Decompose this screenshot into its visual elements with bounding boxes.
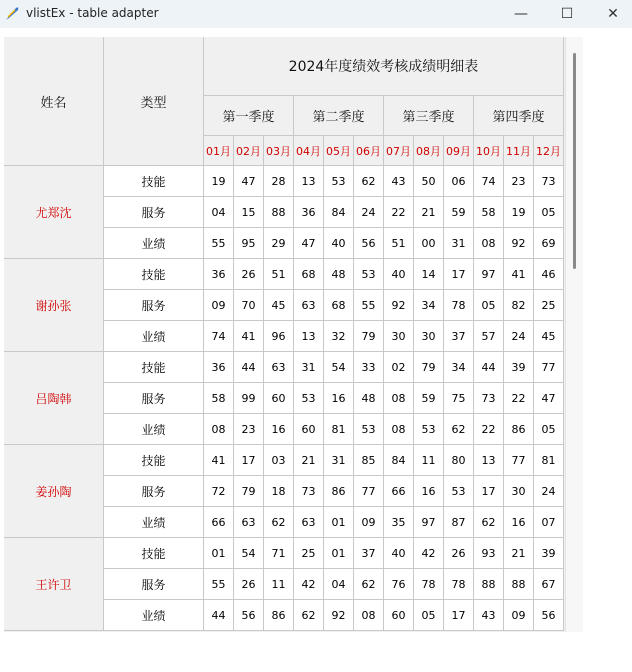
close-button[interactable] <box>590 0 632 28</box>
person-name[interactable]: 吕陶韩 <box>4 352 104 445</box>
score-cell[interactable]: 77 <box>354 476 384 507</box>
header-month: 10月 <box>474 136 504 166</box>
score-type: 业绩 <box>104 228 204 259</box>
score-cell[interactable]: 03 <box>264 445 294 476</box>
score-cell[interactable]: 63 <box>294 507 324 538</box>
score-cell[interactable]: 30 <box>414 321 444 352</box>
score-cell[interactable]: 31 <box>324 445 354 476</box>
score-cell[interactable]: 08 <box>384 383 414 414</box>
score-cell[interactable]: 44 <box>474 352 504 383</box>
score-type: 业绩 <box>104 600 204 631</box>
score-cell[interactable]: 42 <box>414 538 444 569</box>
score-cell[interactable]: 23 <box>504 166 534 197</box>
score-cell[interactable]: 36 <box>204 259 234 290</box>
score-cell[interactable]: 01 <box>204 538 234 569</box>
header-month: 04月 <box>294 136 324 166</box>
score-cell[interactable]: 78 <box>444 569 474 600</box>
score-cell[interactable]: 51 <box>384 228 414 259</box>
score-cell[interactable]: 16 <box>504 507 534 538</box>
client-area <box>0 28 632 672</box>
person-name[interactable]: 王许卫 <box>4 538 104 631</box>
score-cell[interactable]: 28 <box>264 166 294 197</box>
score-cell[interactable]: 41 <box>234 321 264 352</box>
header-month: 06月 <box>354 136 384 166</box>
score-cell[interactable]: 60 <box>294 414 324 445</box>
score-cell[interactable]: 02 <box>384 352 414 383</box>
score-cell[interactable]: 09 <box>354 507 384 538</box>
score-cell[interactable]: 58 <box>204 383 234 414</box>
score-cell[interactable]: 85 <box>354 445 384 476</box>
score-cell[interactable]: 36 <box>294 197 324 228</box>
score-cell[interactable]: 21 <box>504 538 534 569</box>
score-cell[interactable]: 34 <box>444 352 474 383</box>
score-cell[interactable]: 11 <box>414 445 444 476</box>
score-cell[interactable]: 62 <box>474 507 504 538</box>
header-quarter: 第四季度 <box>474 96 564 136</box>
score-cell[interactable]: 78 <box>444 290 474 321</box>
header-month: 08月 <box>414 136 444 166</box>
score-cell[interactable]: 59 <box>414 383 444 414</box>
score-cell[interactable]: 79 <box>234 476 264 507</box>
maximize-icon: ☐ <box>560 6 574 22</box>
score-cell[interactable]: 37 <box>444 321 474 352</box>
header-quarter: 第二季度 <box>294 96 384 136</box>
score-cell[interactable]: 15 <box>234 197 264 228</box>
score-cell[interactable]: 47 <box>534 383 564 414</box>
score-cell[interactable]: 82 <box>504 290 534 321</box>
score-cell[interactable]: 31 <box>444 228 474 259</box>
score-cell[interactable]: 62 <box>444 414 474 445</box>
score-cell[interactable]: 63 <box>264 352 294 383</box>
header-quarter: 第一季度 <box>204 96 294 136</box>
score-cell[interactable]: 53 <box>354 259 384 290</box>
score-cell[interactable]: 26 <box>234 259 264 290</box>
score-cell[interactable]: 21 <box>294 445 324 476</box>
score-cell[interactable]: 69 <box>534 228 564 259</box>
score-cell[interactable]: 04 <box>204 197 234 228</box>
vertical-scrollbar[interactable] <box>565 37 583 632</box>
score-cell[interactable]: 87 <box>444 507 474 538</box>
score-cell[interactable]: 25 <box>294 538 324 569</box>
score-cell[interactable]: 77 <box>534 352 564 383</box>
score-cell[interactable]: 36 <box>204 352 234 383</box>
app-feather-icon <box>4 5 20 21</box>
score-cell[interactable]: 53 <box>354 414 384 445</box>
score-cell[interactable]: 80 <box>444 445 474 476</box>
score-cell[interactable]: 01 <box>324 507 354 538</box>
score-cell[interactable]: 19 <box>504 197 534 228</box>
score-cell[interactable]: 79 <box>354 321 384 352</box>
score-cell[interactable]: 13 <box>474 445 504 476</box>
score-type: 服务 <box>104 383 204 414</box>
score-cell[interactable]: 77 <box>504 445 534 476</box>
score-cell[interactable]: 14 <box>414 259 444 290</box>
score-cell[interactable]: 29 <box>264 228 294 259</box>
score-cell[interactable]: 68 <box>294 259 324 290</box>
score-cell[interactable]: 32 <box>324 321 354 352</box>
score-cell[interactable]: 40 <box>324 228 354 259</box>
header-month: 09月 <box>444 136 474 166</box>
score-cell[interactable]: 53 <box>324 166 354 197</box>
score-cell[interactable]: 68 <box>324 290 354 321</box>
score-cell[interactable]: 31 <box>294 352 324 383</box>
score-cell[interactable]: 43 <box>474 600 504 631</box>
table-title: 2024年度绩效考核成绩明细表 <box>204 37 564 96</box>
score-cell[interactable]: 04 <box>324 569 354 600</box>
score-cell[interactable]: 22 <box>384 197 414 228</box>
score-cell[interactable]: 48 <box>354 383 384 414</box>
score-cell[interactable]: 40 <box>384 259 414 290</box>
score-cell[interactable]: 55 <box>204 569 234 600</box>
score-cell[interactable]: 62 <box>294 600 324 631</box>
score-cell[interactable]: 30 <box>384 321 414 352</box>
header-name: 姓名 <box>4 37 104 166</box>
header-type: 类型 <box>104 37 204 166</box>
score-cell[interactable]: 13 <box>294 321 324 352</box>
performance-table[interactable] <box>4 37 582 632</box>
score-cell[interactable]: 73 <box>474 383 504 414</box>
score-cell[interactable]: 51 <box>264 259 294 290</box>
score-cell[interactable]: 56 <box>234 600 264 631</box>
score-cell[interactable]: 57 <box>474 321 504 352</box>
score-cell[interactable]: 05 <box>474 290 504 321</box>
score-cell[interactable]: 42 <box>294 569 324 600</box>
window-title: vlistEx - table adapter <box>26 6 159 20</box>
score-cell[interactable]: 16 <box>324 383 354 414</box>
score-type: 服务 <box>104 569 204 600</box>
score-cell[interactable]: 09 <box>504 600 534 631</box>
score-cell[interactable]: 63 <box>234 507 264 538</box>
score-cell[interactable]: 54 <box>324 352 354 383</box>
score-cell[interactable]: 81 <box>324 414 354 445</box>
score-cell[interactable]: 45 <box>264 290 294 321</box>
score-cell[interactable]: 25 <box>534 290 564 321</box>
header-quarter: 第三季度 <box>384 96 474 136</box>
score-cell[interactable]: 47 <box>234 166 264 197</box>
score-cell[interactable]: 74 <box>204 321 234 352</box>
score-cell[interactable]: 54 <box>234 538 264 569</box>
score-cell[interactable]: 23 <box>234 414 264 445</box>
score-cell[interactable]: 17 <box>444 259 474 290</box>
score-cell[interactable]: 73 <box>534 166 564 197</box>
score-cell[interactable]: 74 <box>474 166 504 197</box>
score-cell[interactable]: 66 <box>204 507 234 538</box>
score-cell[interactable]: 07 <box>534 507 564 538</box>
score-cell[interactable]: 33 <box>354 352 384 383</box>
score-cell[interactable]: 24 <box>354 197 384 228</box>
score-cell[interactable]: 86 <box>324 476 354 507</box>
score-cell[interactable]: 34 <box>414 290 444 321</box>
score-cell[interactable]: 22 <box>474 414 504 445</box>
score-cell[interactable]: 60 <box>384 600 414 631</box>
score-cell[interactable]: 44 <box>234 352 264 383</box>
score-cell[interactable]: 95 <box>234 228 264 259</box>
score-cell[interactable]: 71 <box>264 538 294 569</box>
score-cell[interactable]: 43 <box>384 166 414 197</box>
score-type: 服务 <box>104 476 204 507</box>
score-cell[interactable]: 48 <box>324 259 354 290</box>
score-cell[interactable]: 26 <box>444 538 474 569</box>
person-name[interactable]: 姜孙陶 <box>4 445 104 538</box>
score-cell[interactable]: 46 <box>534 259 564 290</box>
score-cell[interactable]: 56 <box>354 228 384 259</box>
score-cell[interactable]: 79 <box>414 352 444 383</box>
score-cell[interactable]: 72 <box>204 476 234 507</box>
score-cell[interactable]: 88 <box>504 569 534 600</box>
score-cell[interactable]: 41 <box>204 445 234 476</box>
score-cell[interactable]: 41 <box>504 259 534 290</box>
score-cell[interactable]: 63 <box>294 290 324 321</box>
score-cell[interactable]: 44 <box>204 600 234 631</box>
score-cell[interactable]: 88 <box>474 569 504 600</box>
score-cell[interactable]: 58 <box>474 197 504 228</box>
score-cell[interactable]: 35 <box>384 507 414 538</box>
score-cell[interactable]: 78 <box>414 569 444 600</box>
score-cell[interactable]: 37 <box>354 538 384 569</box>
score-cell[interactable]: 53 <box>444 476 474 507</box>
score-cell[interactable]: 16 <box>264 414 294 445</box>
minimize-button[interactable] <box>498 0 544 28</box>
score-cell[interactable]: 66 <box>384 476 414 507</box>
score-type: 业绩 <box>104 321 204 352</box>
score-cell[interactable]: 99 <box>234 383 264 414</box>
scrollbar-thumb[interactable] <box>573 53 576 269</box>
score-cell[interactable]: 67 <box>534 569 564 600</box>
score-type: 技能 <box>104 445 204 476</box>
score-cell[interactable]: 50 <box>414 166 444 197</box>
score-cell[interactable]: 40 <box>384 538 414 569</box>
score-cell[interactable]: 92 <box>384 290 414 321</box>
header-month: 02月 <box>234 136 264 166</box>
score-cell[interactable]: 39 <box>504 352 534 383</box>
score-cell[interactable]: 39 <box>534 538 564 569</box>
score-cell[interactable]: 45 <box>534 321 564 352</box>
close-icon: ✕ <box>607 6 619 22</box>
score-cell[interactable]: 08 <box>204 414 234 445</box>
score-cell[interactable]: 19 <box>204 166 234 197</box>
score-type: 服务 <box>104 290 204 321</box>
score-cell[interactable]: 01 <box>324 538 354 569</box>
title-bar <box>0 0 632 28</box>
score-cell[interactable]: 17 <box>444 600 474 631</box>
header-month: 01月 <box>204 136 234 166</box>
score-cell[interactable]: 96 <box>264 321 294 352</box>
score-type: 技能 <box>104 166 204 197</box>
score-cell[interactable]: 05 <box>534 414 564 445</box>
score-cell[interactable]: 00 <box>414 228 444 259</box>
person-name[interactable]: 谢孙张 <box>4 259 104 352</box>
score-cell[interactable]: 60 <box>264 383 294 414</box>
score-cell[interactable]: 18 <box>264 476 294 507</box>
header-month: 12月 <box>534 136 564 166</box>
score-cell[interactable]: 76 <box>384 569 414 600</box>
score-cell[interactable]: 75 <box>444 383 474 414</box>
score-cell[interactable]: 62 <box>354 569 384 600</box>
score-cell[interactable]: 62 <box>354 166 384 197</box>
score-cell[interactable]: 73 <box>294 476 324 507</box>
score-type: 技能 <box>104 352 204 383</box>
score-cell[interactable]: 47 <box>294 228 324 259</box>
score-cell[interactable]: 53 <box>294 383 324 414</box>
score-cell[interactable]: 05 <box>414 600 444 631</box>
score-cell[interactable]: 55 <box>204 228 234 259</box>
score-cell[interactable]: 56 <box>534 600 564 631</box>
score-cell[interactable]: 59 <box>444 197 474 228</box>
score-cell[interactable]: 53 <box>414 414 444 445</box>
score-cell[interactable]: 13 <box>294 166 324 197</box>
score-cell[interactable]: 92 <box>504 228 534 259</box>
score-cell[interactable]: 05 <box>534 197 564 228</box>
score-cell[interactable]: 22 <box>504 383 534 414</box>
score-cell[interactable]: 17 <box>474 476 504 507</box>
score-cell[interactable]: 30 <box>504 476 534 507</box>
score-cell[interactable]: 55 <box>354 290 384 321</box>
score-cell[interactable]: 62 <box>264 507 294 538</box>
score-cell[interactable]: 70 <box>234 290 264 321</box>
header-month: 05月 <box>324 136 354 166</box>
score-cell[interactable]: 06 <box>444 166 474 197</box>
person-name[interactable]: 尤郑沈 <box>4 166 104 259</box>
score-cell[interactable]: 08 <box>354 600 384 631</box>
score-cell[interactable]: 26 <box>234 569 264 600</box>
score-cell[interactable]: 24 <box>504 321 534 352</box>
score-cell[interactable]: 97 <box>474 259 504 290</box>
score-type: 服务 <box>104 197 204 228</box>
score-cell[interactable]: 81 <box>534 445 564 476</box>
score-cell[interactable]: 84 <box>324 197 354 228</box>
score-type: 技能 <box>104 538 204 569</box>
score-cell[interactable]: 08 <box>384 414 414 445</box>
score-cell[interactable]: 97 <box>414 507 444 538</box>
score-cell[interactable]: 08 <box>474 228 504 259</box>
score-cell[interactable]: 86 <box>504 414 534 445</box>
header-month: 03月 <box>264 136 294 166</box>
score-cell[interactable]: 11 <box>264 569 294 600</box>
score-cell[interactable]: 16 <box>414 476 444 507</box>
header-month: 07月 <box>384 136 414 166</box>
score-type: 技能 <box>104 259 204 290</box>
maximize-button[interactable] <box>544 0 590 28</box>
score-cell[interactable]: 88 <box>264 197 294 228</box>
score-cell[interactable]: 92 <box>324 600 354 631</box>
score-cell[interactable]: 09 <box>204 290 234 321</box>
score-cell[interactable]: 86 <box>264 600 294 631</box>
score-type: 业绩 <box>104 414 204 445</box>
header-month: 11月 <box>504 136 534 166</box>
score-type: 业绩 <box>104 507 204 538</box>
score-cell[interactable]: 17 <box>234 445 264 476</box>
minimize-icon: — <box>514 6 528 22</box>
score-cell[interactable]: 84 <box>384 445 414 476</box>
score-cell[interactable]: 93 <box>474 538 504 569</box>
score-cell[interactable]: 21 <box>414 197 444 228</box>
score-cell[interactable]: 24 <box>534 476 564 507</box>
